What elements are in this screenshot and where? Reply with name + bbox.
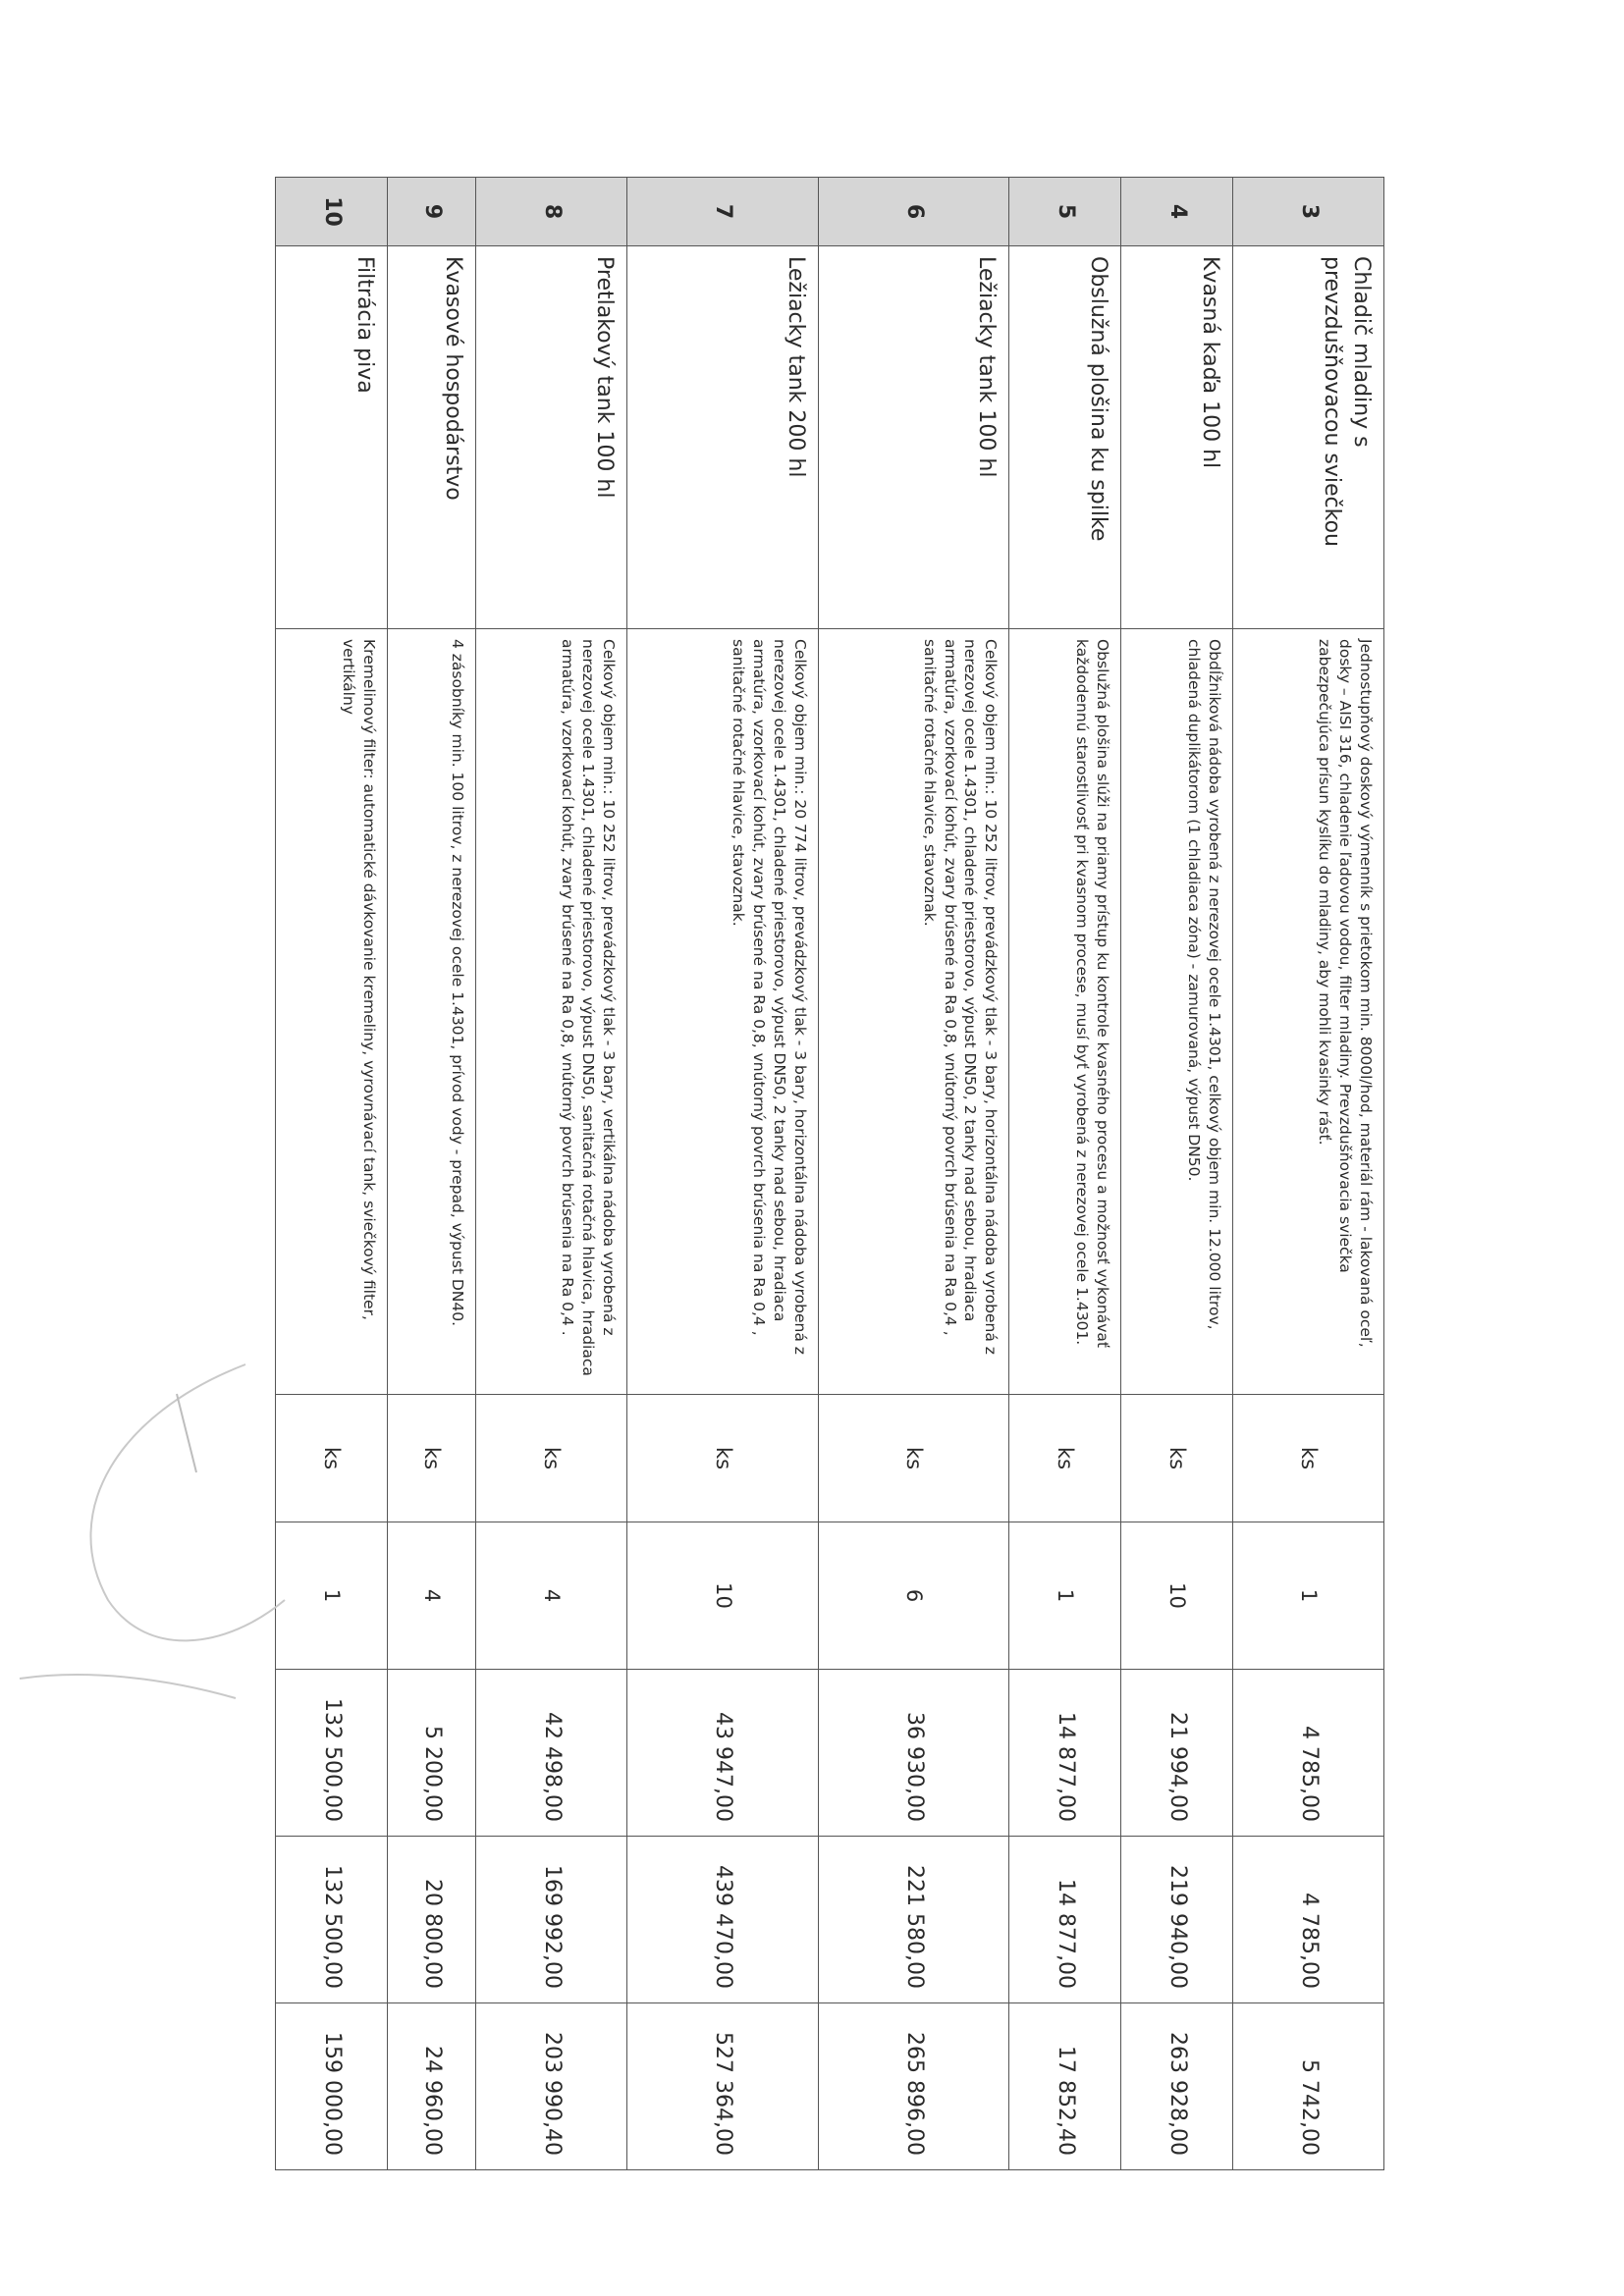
table-row [1232,178,1383,2170]
quantity-cell: 6 [818,1522,1009,1670]
unit-price-cell: 21 994,00 [1121,1670,1233,1837]
quantity-cell: 4 [476,1522,627,1670]
unit-cell: ks [387,1395,475,1522]
table-row [387,178,475,2170]
item-name: Ležiacky tank 100 hl [818,246,1009,629]
total-price-vat-cell: 159 000,00 [276,2003,388,2170]
row-number: 10 [276,178,388,246]
quantity-cell: 10 [1121,1522,1233,1670]
item-description: Celkový objem min.: 10 252 litrov, prevádzkový tlak - 3 bary, vertikálna nádoba vyrobená z nerezovej ocele 1.4301, chladené priestorovo, výpust DN50, sanitačná rotačná hlavica, hradiaca armatúra, vzorkovací kohút, zvary brúsené na Ra 0,8, vnútorný povrch brúsenia na Ra 0,4 . [476,629,627,1395]
table-row [1121,178,1233,2170]
item-name: Kvasná kaďa 100 hl [1121,246,1233,629]
total-price-vat-cell: 5 742,00 [1232,2003,1383,2170]
total-price-cell: 169 992,00 [476,1837,627,2003]
quantity-cell: 1 [276,1522,388,1670]
total-price-cell: 4 785,00 [1232,1837,1383,2003]
unit-price-cell: 42 498,00 [476,1670,627,1837]
equipment-price-table [275,177,1384,2170]
item-name: Obslužná plošina ku spilke [1009,246,1121,629]
unit-cell: ks [627,1395,819,1522]
unit-cell: ks [476,1395,627,1522]
table-row [276,178,388,2170]
row-number: 6 [818,178,1009,246]
total-price-cell: 14 877,00 [1009,1837,1121,2003]
item-name: Filtrácia piva [276,246,388,629]
total-price-cell: 219 940,00 [1121,1837,1233,2003]
table-row [1009,178,1121,2170]
quantity-cell: 1 [1232,1522,1383,1670]
pen-scribble [0,1355,295,1767]
unit-cell: ks [818,1395,1009,1522]
unit-cell: ks [1232,1395,1383,1522]
row-number: 7 [627,178,819,246]
total-price-vat-cell: 263 928,00 [1121,2003,1233,2170]
row-number: 5 [1009,178,1121,246]
quantity-cell: 1 [1009,1522,1121,1670]
unit-cell: ks [276,1395,388,1522]
item-name: Ležiacky tank 200 hl [627,246,819,629]
unit-price-cell: 36 930,00 [818,1670,1009,1837]
unit-cell: ks [1121,1395,1233,1522]
item-description: Celkový objem min.: 10 252 litrov, prevádzkový tlak - 3 bary, horizontálna nádoba vyrobená z nerezovej ocele 1.4301, chladené priestorovo, výpust DN50, 2 tanky nad sebou, hradiaca armatúra, vzorkovací kohút, zvary brúsené na Ra 0,8, vnútorný povrch brúsenia na Ra 0,4 , sanitačné rotačné hlavice, stavoznak. [818,629,1009,1395]
item-description: Obslužná plošina slúži na priamy prístup ku kontrole kvasného procesu a možnosť vykonávať každodennú starostlivosť pri kvasnom procese, musí byť vyrobená z nerezovej ocele 1.4301. [1009,629,1121,1395]
item-name: Chladič mladiny s prevzdušňovacou sviečkou [1232,246,1383,629]
row-number: 9 [387,178,475,246]
unit-price-cell: 4 785,00 [1232,1670,1383,1837]
unit-price-cell: 132 500,00 [276,1670,388,1837]
item-name: Pretlakový tank 100 hl [476,246,627,629]
total-price-vat-cell: 24 960,00 [387,2003,475,2170]
row-number: 3 [1232,178,1383,246]
item-name: Kvasové hospodárstvo [387,246,475,629]
quantity-cell: 4 [387,1522,475,1670]
item-description: Jednostupňový doskový výmenník s prietokom min. 8000l/hod, materiál rám - lakovaná oceľ, dosky – AISI 316, chladenie ľadovou vodou, filter mladiny. Prevzdušňovacia sviečka zabezpečujúca prísun kyslíku do mladiny, aby mohli kvasinky rásť. [1232,629,1383,1395]
total-price-vat-cell: 17 852,40 [1009,2003,1121,2170]
total-price-cell: 132 500,00 [276,1837,388,2003]
item-description: Kremelinový filter: automatické dávkovanie kremeliny, vyrovnávací tank, sviečkový filter, vertikálny [276,629,388,1395]
total-price-cell: 20 800,00 [387,1837,475,2003]
rotated-table-container [275,177,1384,2156]
item-description: Celkový objem min.: 20 774 litrov, prevádzkový tlak - 3 bary, horizontálna nádoba vyrobená z nerezovej ocele 1.4301, chladené priestorovo, výpust DN50, 2 tanky nad sebou, hradiaca armatúra, vzorkovací kohút, zvary brúsené na Ra 0,8, vnútorný povrch brúsenia na Ra 0,4 , sanitačné rotačné hlavice, stavoznak. [627,629,819,1395]
unit-price-cell: 5 200,00 [387,1670,475,1837]
row-number: 4 [1121,178,1233,246]
total-price-vat-cell: 203 990,40 [476,2003,627,2170]
item-description: Obdĺžniková nádoba vyrobená z nerezovej ocele 1.4301, celkový objem min. 12.000 litrov, chladená duplikátorom (1 chladiaca zóna) - zamurovaná, výpust DN50. [1121,629,1233,1395]
item-description: 4 zásobníky min. 100 litrov, z nerezovej ocele 1.4301, prívod vody - prepad, výpust DN40. [387,629,475,1395]
total-price-vat-cell: 527 364,00 [627,2003,819,2170]
unit-price-cell: 43 947,00 [627,1670,819,1837]
total-price-cell: 221 580,00 [818,1837,1009,2003]
table-row [627,178,819,2170]
quantity-cell: 10 [627,1522,819,1670]
row-number: 8 [476,178,627,246]
table-body [276,178,1384,2170]
table-row [476,178,627,2170]
total-price-vat-cell: 265 896,00 [818,2003,1009,2170]
unit-cell: ks [1009,1395,1121,1522]
unit-price-cell: 14 877,00 [1009,1670,1121,1837]
total-price-cell: 439 470,00 [627,1837,819,2003]
table-row [818,178,1009,2170]
